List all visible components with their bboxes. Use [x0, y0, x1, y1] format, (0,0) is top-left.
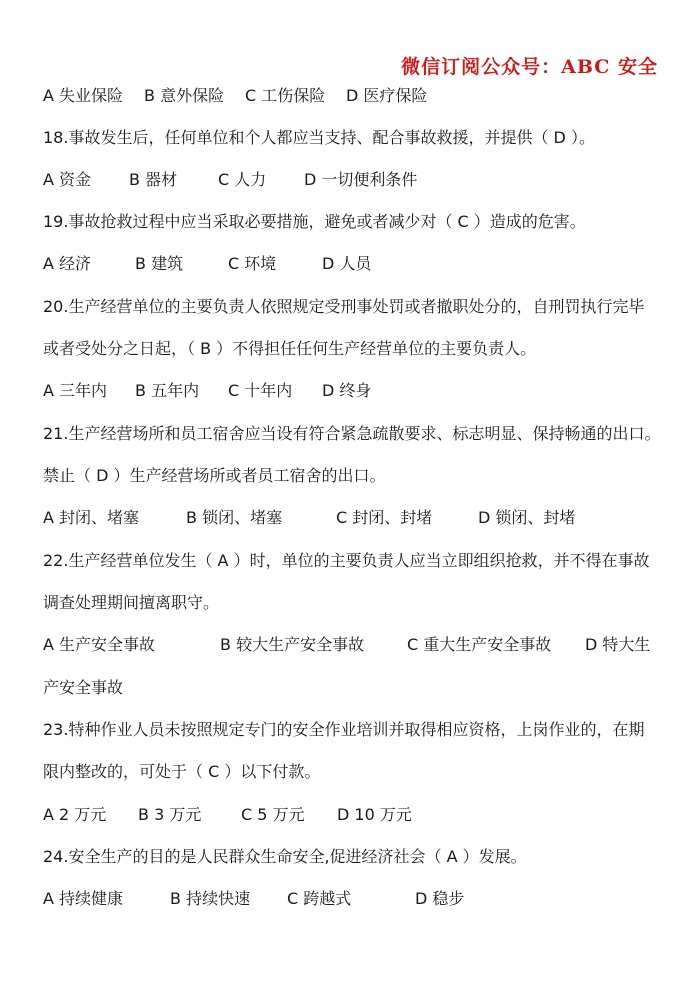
q20-stem-line2: 或者受处分之日起，（ B ）不得担任任何生产经营单位的主要负责人。 [43, 339, 537, 358]
q24-stem: 24.安全生产的目的是人民群众生命安全,促进经济社会（ A ）发展。 [43, 847, 527, 866]
option-d: D 人员 [322, 254, 372, 273]
option-b: B 较大生产安全事故 [220, 635, 365, 654]
option-a: A 资金 [43, 170, 92, 189]
option-d: D 锁闭、封堵 [478, 508, 576, 527]
option-d: D 一切便利条件 [304, 170, 418, 189]
option-c: C 5 万元 [241, 805, 305, 824]
q22-options [43, 635, 650, 655]
q22-option-d-wrap: 产安全事故 [43, 678, 124, 697]
q21-stem-line1: 21.生产经营场所和员工宿舍应当设有符合紧急疏散要求、标志明显、保持畅通的出口。 [43, 424, 661, 443]
option-c: C 环境 [228, 254, 277, 273]
option-a: A 经济 [43, 254, 92, 273]
option-c: C 十年内 [228, 381, 293, 400]
option-d: D 10 万元 [337, 805, 412, 824]
q19-stem: 19.事故抢救过程中应当采取必要措施，避免或者减少对（ C ）造成的危害。 [43, 212, 586, 231]
q21-stem-line2: 禁止（ D ）生产经营场所或者员工宿舍的出口。 [43, 466, 386, 485]
q22-stem-line1: 22.生产经营单位发生（ A ）时，单位的主要负责人应当立即组织抢救，并不得在事故 [43, 551, 650, 570]
option-b: B 器材 [129, 170, 178, 189]
option-a: A 生产安全事故 [43, 635, 156, 654]
option-d: D 特大生 [585, 635, 651, 654]
q23-stem-line2: 限内整改的，可处于（ C ）以下付款。 [43, 762, 321, 781]
header-watermark: 微信订阅公众号：ABC 安全 [401, 56, 658, 78]
option-b: B 持续快速 [170, 889, 251, 908]
option-b: B 锁闭、堵塞 [186, 508, 283, 527]
q17-options [43, 86, 427, 106]
option-a: A 持续健康 [43, 889, 124, 908]
option-d: D 终身 [322, 381, 372, 400]
q18-options [43, 170, 417, 190]
q20-options [43, 381, 371, 401]
q22-stem-line2: 调查处理期间擅离职守。 [43, 593, 220, 612]
q21-options [43, 508, 575, 528]
option-c: C 人力 [218, 170, 267, 189]
option-d: D 医疗保险 [346, 86, 428, 105]
option-b: B 五年内 [135, 381, 200, 400]
option-a: A 封闭、堵塞 [43, 508, 140, 527]
option-d: D 稳步 [415, 889, 465, 908]
option-c: C 封闭、封堵 [336, 508, 433, 527]
q18-stem: 18.事故发生后，任何单位和个人都应当支持、配合事故救援，并提供（ D ）。 [43, 128, 595, 147]
q19-options [43, 254, 371, 274]
option-c: C 跨越式 [287, 889, 352, 908]
option-a: A 失业保险 [43, 86, 124, 105]
q24-options [43, 889, 464, 909]
option-b: B 建筑 [135, 254, 184, 273]
option-b: B 3 万元 [138, 805, 202, 824]
option-b: B 意外保险 [144, 86, 225, 105]
option-c: C 重大生产安全事故 [407, 635, 552, 654]
option-a: A 三年内 [43, 381, 108, 400]
q20-stem-line1: 20.生产经营单位的主要负责人依照规定受刑事处罚或者撤职处分的，自刑罚执行完毕 [43, 297, 645, 316]
option-a: A 2 万元 [43, 805, 107, 824]
option-c: C 工伤保险 [245, 86, 326, 105]
q23-options [43, 805, 412, 825]
q23-stem-line1: 23.特种作业人员未按照规定专门的安全作业培训并取得相应资格，上岗作业的，在期 [43, 720, 645, 739]
